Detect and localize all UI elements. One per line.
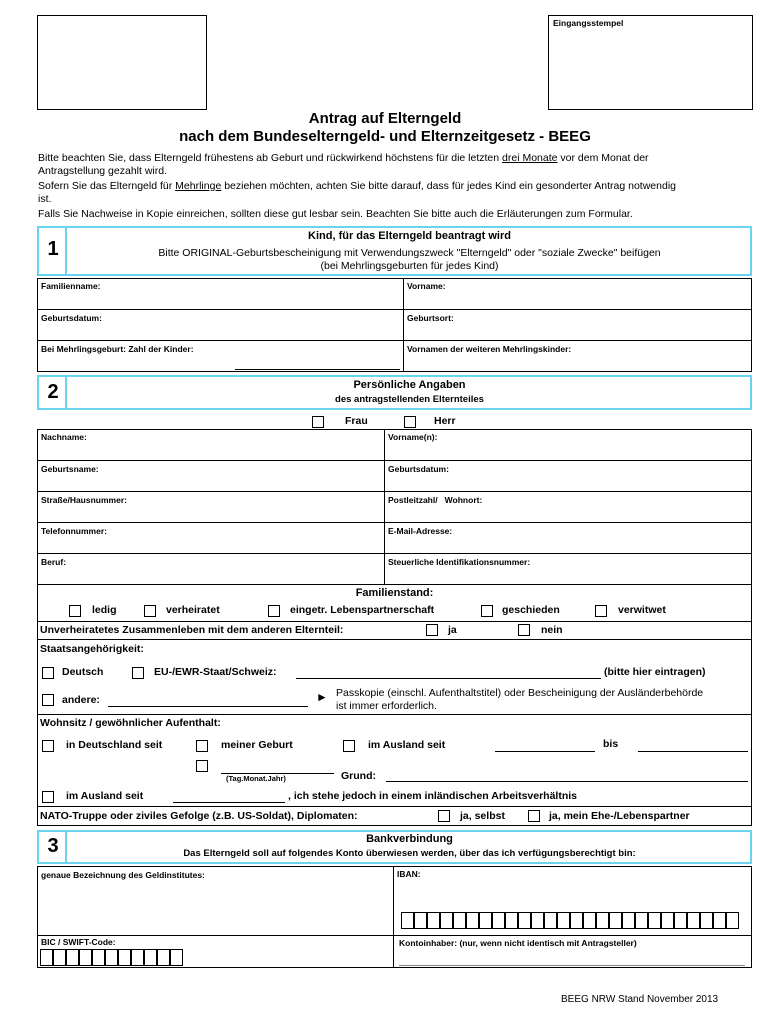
cohabitation-nein-label: nein (541, 624, 563, 636)
account-holder-field[interactable] (393, 935, 752, 968)
eu-country-line[interactable] (296, 678, 601, 679)
tax-id-label: Steuerliche Identifikationsnummer: (388, 557, 531, 567)
deutsch-checkbox[interactable] (42, 667, 54, 679)
passkopie-note1: Passkopie (einschl. Aufenthaltstitel) oder Bescheinigung der Ausländerbehörde (336, 687, 704, 699)
section1-title: Kind, für das Elterngeld beantragt wird (308, 230, 511, 242)
birthname-field[interactable] (37, 460, 385, 492)
meiner-geburt-label: meiner Geburt (221, 739, 293, 751)
im-ausland-2-label: im Ausland seit (66, 790, 144, 802)
verheiratet-checkbox[interactable] (144, 605, 156, 617)
digit-cell[interactable] (66, 949, 79, 966)
bic-field (37, 935, 394, 968)
residence-group (37, 714, 752, 807)
digit-cell[interactable] (531, 912, 544, 929)
birthdate-label: Geburtsdatum: (388, 464, 449, 474)
marital-status-group (37, 584, 752, 622)
account-holder-line (399, 965, 745, 966)
marital-status-title: Familienstand: (355, 587, 434, 599)
digit-cell[interactable] (105, 949, 118, 966)
cohabitation-ja-checkbox[interactable] (426, 624, 438, 636)
cohabitation-label: Unverheiratetes Zusammenleben mit dem anderen Elternteil: (40, 624, 344, 636)
account-holder-label: Kontoinhaber: (nur, wenn nicht identisch mit Antragsteller) (399, 938, 637, 948)
digit-cell[interactable] (583, 912, 596, 929)
andere-label: andere: (62, 694, 100, 706)
section2-number: 2 (47, 381, 59, 403)
ja-selbst-checkbox[interactable] (438, 810, 450, 822)
section3-subtitle: Das Elterngeld soll auf folgendes Konto überwiesen werden, über das ich verfügungsberechtigt bin: (183, 848, 636, 859)
multiple-birth-label: Bei Mehrlingsgeburt: Zahl der Kinder: (41, 344, 194, 354)
digit-cell[interactable] (505, 912, 518, 929)
intro-p3: Falls Sie Nachweise in Kopie einreichen, sollten diese gut lesbar sein. Beachten Sie bitte auch die Erläuterungen zum Formular. (38, 208, 633, 220)
ledig-checkbox[interactable] (69, 605, 81, 617)
zip-city-label: Postleitzahl/ Wohnort: (388, 495, 483, 505)
digit-cell[interactable] (570, 912, 583, 929)
intro-p2b: beziehen möchten, achten Sie bitte darauf, dass für jedes Kind ein gesonderter Antrag notwendig (221, 180, 676, 192)
child-firstname-label: Vorname: (407, 281, 446, 291)
title-line1: Antrag auf Elterngeld (308, 110, 462, 127)
intro-p2u: Mehrlinge (175, 180, 222, 192)
cohabitation-row (37, 621, 752, 640)
nationality-group (37, 639, 752, 715)
email-field[interactable] (384, 522, 752, 554)
child-lastname-field[interactable] (37, 278, 404, 310)
digit-cell[interactable] (479, 912, 492, 929)
digit-cell[interactable] (414, 912, 427, 929)
eu-checkbox[interactable] (132, 667, 144, 679)
digit-cell[interactable] (118, 949, 131, 966)
iban-label: IBAN: (397, 869, 421, 879)
digit-cell[interactable] (440, 912, 453, 929)
iban-field (393, 866, 752, 936)
herr-label: Herr (434, 415, 456, 427)
verheiratet-label: verheiratet (166, 604, 220, 616)
bank-name-label: genaue Bezeichnung des Geldinstitutes: (41, 870, 205, 880)
ausland-inlaendisch-checkbox[interactable] (42, 791, 54, 803)
section1-note1: Bitte ORIGINAL-Geburtsbescheinigung mit Verwendungszweck "Elterngeld" oder "soziale Zwecke" beifügen (158, 247, 661, 259)
digit-cell[interactable] (79, 949, 92, 966)
child-birthdate-label: Geburtsdatum: (41, 313, 102, 323)
ja-ehe-label: ja, mein Ehe-/Lebenspartner (549, 810, 690, 822)
digit-cell[interactable] (453, 912, 466, 929)
in-deutschland-checkbox[interactable] (42, 740, 54, 752)
cohabitation-ja-label: ja (448, 624, 457, 636)
digit-cell[interactable] (661, 912, 674, 929)
other-children-label: Vornamen der weiteren Mehrlingskinder: (407, 344, 572, 354)
phone-label: Telefonnummer: (41, 526, 107, 536)
section2-header (37, 375, 752, 410)
tax-id-field[interactable] (384, 553, 752, 585)
eu-label: EU-/EWR-Staat/Schweiz: (154, 666, 277, 678)
stamp-box (548, 15, 753, 110)
meiner-geburt-checkbox[interactable] (196, 740, 208, 752)
intro-p2a: Sofern Sie das Elterngeld für (38, 180, 176, 192)
title-line2: nach dem Bundeselterngeld- und Elternzeitgesetz - BEEG (179, 128, 591, 145)
nato-label: NATO-Truppe oder ziviles Gefolge (z.B. US-Soldat), Diplomaten: (40, 810, 358, 822)
geschieden-checkbox[interactable] (481, 605, 493, 617)
digit-cell[interactable] (427, 912, 440, 929)
bank-name-field[interactable] (37, 866, 394, 936)
herr-checkbox[interactable] (404, 416, 416, 428)
birthdate-field[interactable] (384, 460, 752, 492)
digit-cell[interactable] (635, 912, 648, 929)
digit-cell[interactable] (518, 912, 531, 929)
digit-cell[interactable] (726, 912, 739, 929)
iban-cells (401, 912, 751, 930)
arrow-icon: ► (316, 690, 328, 704)
ja-selbst-label: ja, selbst (460, 810, 505, 822)
digit-cell[interactable] (544, 912, 557, 929)
section3-title: Bankverbindung (366, 833, 453, 845)
digit-cell[interactable] (622, 912, 635, 929)
child-birthplace-label: Geburtsort: (407, 313, 454, 323)
child-firstname-field[interactable] (403, 278, 752, 310)
child-lastname-label: Familienname: (41, 281, 101, 291)
bic-cells (40, 949, 200, 967)
nationality-title: Staatsangehörigkeit: (40, 643, 144, 655)
section3-number: 3 (47, 835, 59, 857)
inlaendisch-label: , ich stehe jedoch in einem inländischen Arbeitsverhältnis (288, 790, 578, 802)
section1-note2: (bei Mehrlingsgeburten für jedes Kind) (320, 260, 499, 272)
section1-number: 1 (47, 238, 59, 260)
multiple-birth-line (235, 369, 400, 370)
lastname-label: Nachname: (41, 432, 87, 442)
intro-p1b: vor dem Monat der (557, 152, 649, 164)
intro-p2 (38, 180, 753, 193)
digit-cell[interactable] (401, 912, 414, 929)
digit-cell[interactable] (648, 912, 661, 929)
digit-cell[interactable] (674, 912, 687, 929)
digit-cell[interactable] (144, 949, 157, 966)
eintragen-hint: (bitte hier eintragen) (604, 666, 706, 678)
bis-label: bis (603, 738, 619, 750)
lastname-field[interactable] (37, 429, 385, 461)
email-label: E-Mail-Adresse: (388, 526, 453, 536)
frau-label: Frau (345, 415, 368, 427)
digit-cell[interactable] (92, 949, 105, 966)
passkopie-note2: ist immer erforderlich. (336, 700, 437, 712)
verwitwet-label: verwitwet (618, 604, 666, 616)
zip-city-field[interactable] (384, 491, 752, 523)
im-ausland-checkbox[interactable] (343, 740, 355, 752)
nato-row (37, 806, 752, 826)
meiner-geburt-2-checkbox[interactable] (196, 760, 208, 772)
digit-cell[interactable] (170, 949, 183, 966)
blank-box-left (37, 15, 207, 110)
bic-label: BIC / SWIFT-Code: (41, 937, 116, 947)
digit-cell[interactable] (687, 912, 700, 929)
digit-cell[interactable] (157, 949, 170, 966)
residence-title: Wohnsitz / gewöhnlicher Aufenthalt: (40, 717, 221, 729)
section2-title: Persönliche Angaben (353, 379, 466, 391)
birthname-label: Geburtsname: (41, 464, 99, 474)
section3-header (37, 830, 752, 864)
footer-text: BEEG NRW Stand November 2013 (561, 994, 719, 1005)
stamp-label: Eingangsstempel (553, 18, 624, 28)
verwitwet-checkbox[interactable] (595, 605, 607, 617)
child-birthplace-field[interactable] (403, 309, 752, 341)
grund-line[interactable] (386, 781, 748, 782)
frau-checkbox[interactable] (312, 416, 324, 428)
digit-cell[interactable] (131, 949, 144, 966)
digit-cell[interactable] (557, 912, 570, 929)
section1-header (37, 226, 752, 276)
child-birthdate-field[interactable] (37, 309, 404, 341)
grund-label: Grund: (341, 770, 376, 782)
andere-checkbox[interactable] (42, 694, 54, 706)
occupation-field[interactable] (37, 553, 385, 585)
deutsch-label: Deutsch (62, 666, 104, 678)
digit-cell[interactable] (492, 912, 505, 929)
geschieden-label: geschieden (502, 604, 560, 616)
street-field[interactable] (37, 491, 385, 523)
andere-line[interactable] (108, 706, 308, 707)
ausland-from-line[interactable] (495, 751, 595, 752)
intro-p1 (38, 152, 753, 165)
other-children-names-field[interactable] (403, 340, 752, 372)
digit-cell[interactable] (609, 912, 622, 929)
intro-p1a: Bitte beachten Sie, dass Elterngeld frühestens ab Geburt und rückwirkend höchstens für die letzten (38, 152, 503, 164)
intro-p1c: Antragstellung gezahlt wird. (38, 164, 167, 177)
digit-cell[interactable] (596, 912, 609, 929)
digit-cell[interactable] (466, 912, 479, 929)
lebenspartnerschaft-label: eingetr. Lebenspartnerschaft (290, 604, 435, 616)
digit-cell[interactable] (40, 949, 53, 966)
digit-cell[interactable] (700, 912, 713, 929)
cohabitation-nein-checkbox[interactable] (518, 624, 530, 636)
firstnames-field[interactable] (384, 429, 752, 461)
im-ausland-label: im Ausland seit (368, 739, 446, 751)
street-label: Straße/Hausnummer: (41, 495, 127, 505)
digit-cell[interactable] (53, 949, 66, 966)
in-deutschland-label: in Deutschland seit (66, 739, 163, 751)
lebenspartnerschaft-checkbox[interactable] (268, 605, 280, 617)
section2-subtitle: des antragstellenden Elternteiles (335, 394, 484, 405)
firstnames-label: Vorname(n): (388, 432, 438, 442)
tmj-hint: (Tag.Monat.Jahr) (226, 774, 286, 783)
intro-p1u: drei Monate (502, 152, 558, 164)
digit-cell[interactable] (713, 912, 726, 929)
ja-ehe-checkbox[interactable] (528, 810, 540, 822)
occupation-label: Beruf: (41, 557, 67, 567)
ausland-to-line[interactable] (638, 751, 748, 752)
ledig-label: ledig (92, 604, 117, 616)
ausland-2-line[interactable] (173, 802, 285, 803)
page-title (0, 110, 770, 146)
intro-p2c: ist. (38, 192, 52, 205)
multiple-birth-count-field[interactable] (37, 340, 404, 372)
intro-text (38, 152, 753, 221)
phone-field[interactable] (37, 522, 385, 554)
